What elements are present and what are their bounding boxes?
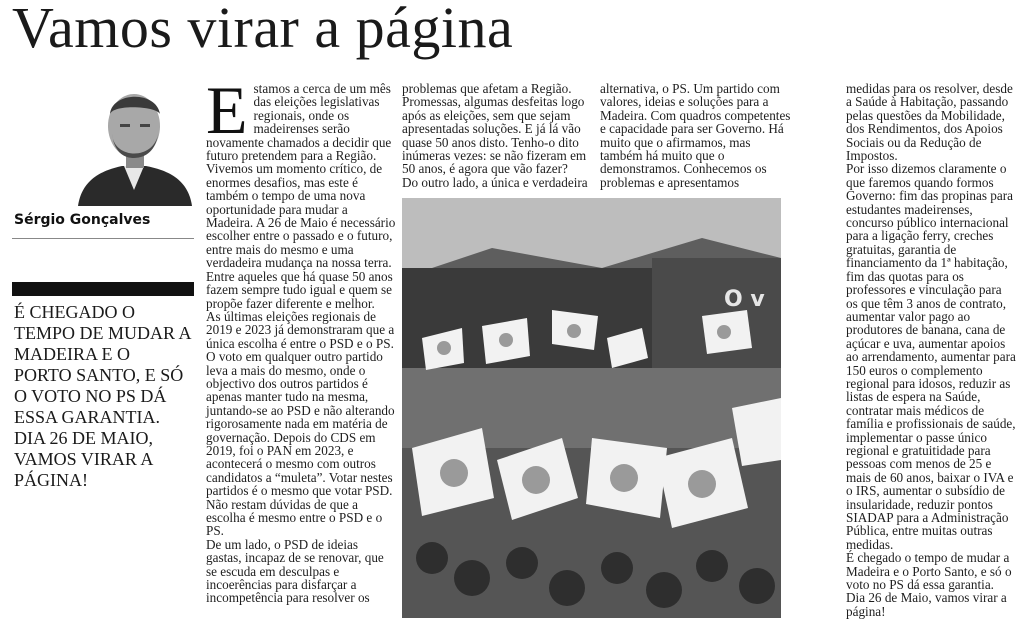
article-column-4 — [846, 82, 1016, 618]
body-paragraph: Vivemos um momento crítico, de enormes desafios, mas este é também o tempo de uma nova oportunidade para mudar a Madeira. A 26 de Maio é necessário escolher entre o passado e o futuro, entre mais do mesmo e uma verdadeira mudança na nossa terra. Entre aqueles que há quase 50 anos fazem sempre tudo igual e quem se propõe fazer diferente e melhor. — [206, 161, 396, 311]
lead-paragraph — [206, 72, 396, 164]
pullquote-bar — [12, 282, 194, 296]
lead-text: stamos a cerca de um mês das eleições legislativas regionais, onde os madeirenses serão novamente chamados a decidir que futuro pretendem para a Região. — [206, 81, 392, 164]
body-paragraph: É chegado o tempo de mudar a Madeira e o Porto Santo, e só o voto no PS dá essa garantia. Dia 26 de Maio, vamos virar a página! — [846, 550, 1012, 619]
rally-photo — [402, 198, 781, 618]
pullquote: É CHEGADO O TEMPO DE MUDAR A MADEIRA E O PORTO SANTO, E SÓ O VOTO NO PS DÁ ESSA GARANTIA. DIA 26 DE MAIO, VAMOS VIRAR A PÁGINA! — [14, 302, 191, 490]
article-column-1 — [206, 72, 396, 606]
body-paragraph: De um lado, o PSD de ideias gastas, incapaz de se renovar, que se escuda em desculpas e incoerências para disfarçar a incompetência para resolver os — [206, 536, 384, 606]
article-column-3 — [600, 82, 792, 189]
headline: Vamos virar a página — [12, 0, 514, 60]
stage-banner-text: O v — [724, 287, 765, 312]
drop-cap: E — [206, 72, 248, 148]
author-divider — [12, 238, 194, 239]
body-paragraph: medidas para os resolver, desde a Saúde à Habitação, passando pelas questões da Mobilidade, dos Rendimentos, dos Apoios Sociais ou da Redução de Impostos. — [846, 81, 1013, 164]
body-paragraph: problemas que afetam a Região. Promessas, algumas desfeitas logo após as eleições, sem que sejam apresentadas soluções. E já lá vão quase 50 anos disto. Tenho-o dito inúmeras vezes: se não fizeram em 50 anos, é agora que vão fazer? — [402, 81, 587, 177]
author-name: Sérgio Gonçalves — [14, 212, 151, 228]
author-portrait — [70, 78, 198, 206]
body-paragraph: Por isso dizemos claramente o que faremos quando formos Governo: fim das propinas para estudantes madeirenses, concurso público internacional para a ligação ferry, creches gratuitas, garantia de financiamento da 1ª habitação, fim das quotas para os professores e vinculação para os que têm 3 anos de contrato, aumentar valor pago ao produtores de banana, cana de açúcar e uva, aumentar apoios ao arrendamento, aumentar para 150 euros o complemento regional para idosos, reduzir as listas de espera na Saúde, contratar mais médicos de família e profissionais de saúde, implementar o passe único regional e gratuitidade para pessoas com menos de 25 e mais de 60 anos, baixar o IVA e o IRS, aumentar o subsídio de insularidade, reduzir pontos SIADAP para a Administração Pública, entre muitas outras medidas. — [846, 161, 1016, 552]
body-paragraph: Do outro lado, a única e verdadeira — [402, 174, 588, 190]
author-portrait-image — [70, 78, 198, 206]
rally-photo-image — [402, 198, 781, 618]
body-paragraph: alternativa, o PS. Um partido com valores, ideias e soluções para a Madeira. Com quadros competentes e capacidade para ser Governo. Há muito que o afirmamos, mas também há muito que o demonstramos. Conhecemos os problemas e apresentamos — [600, 81, 791, 190]
body-paragraph: As últimas eleições regionais de 2019 e 2023 já demonstraram que a única escolha é entre o PSD e o PS. O voto em qualquer outro partido leva a mais do mesmo, onde o objectivo dos outros partidos é apenas manter tudo na mesma, juntando-se ao PSD e não alterando rigorosamente nada em matéria de governação. Depois do CDS em 2019, foi o PAN em 2023, e acontecerá o mesmo com outros candidatos a “muleta”. Votar nestes partidos é o mesmo que votar PSD. Não restam dúvidas de que a escolha é mesmo entre o PSD e o PS. — [206, 308, 395, 539]
article-column-2 — [402, 82, 594, 189]
